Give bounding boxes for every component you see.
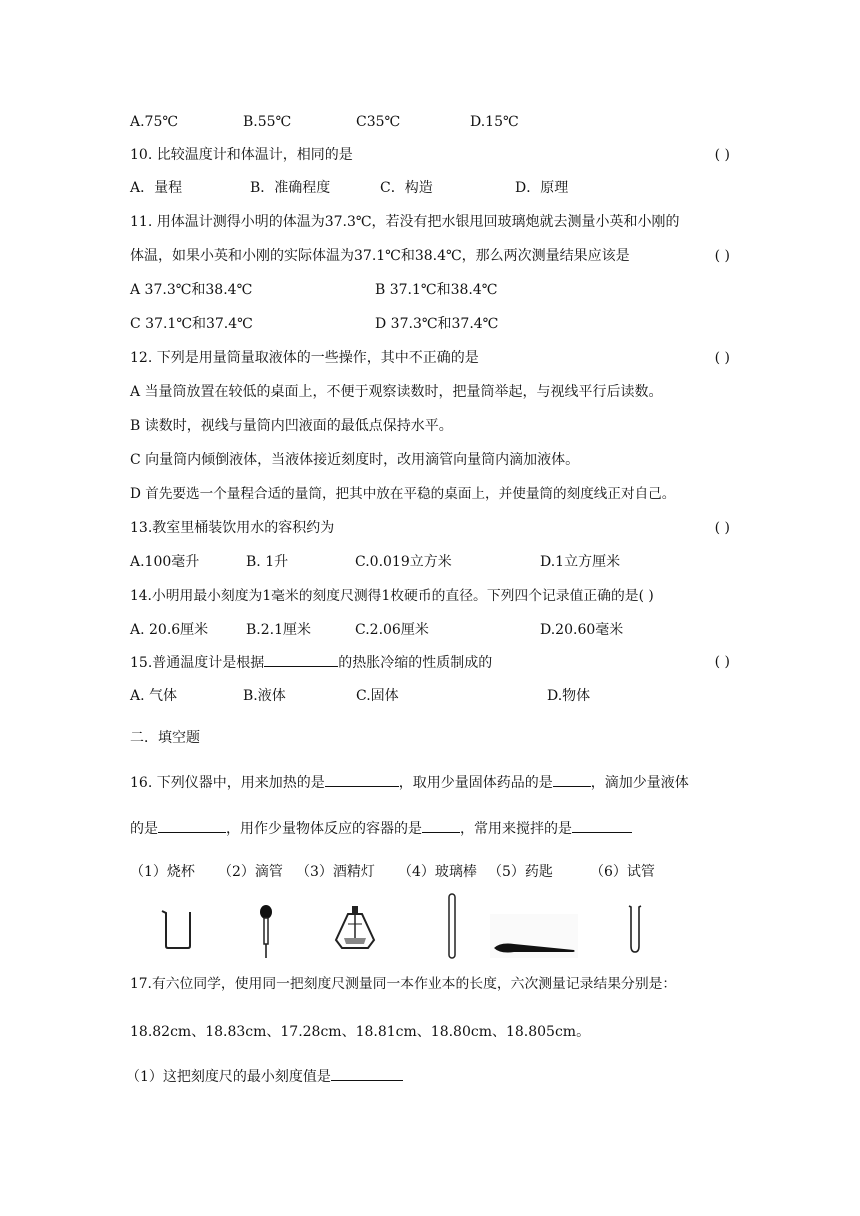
q11-option-c: C 37.1℃和37.4℃ xyxy=(130,316,253,332)
q10-stem: 10. 比较温度计和体温计，相同的是 xyxy=(130,147,353,163)
q17-stem-line1: 17.有六位同学，使用同一把刻度尺测量同一本作业本的长度，六次测量记录结果分别是： xyxy=(130,976,677,992)
q10-option-a: A．量程 xyxy=(130,180,183,196)
q11-answer-paren: ( ) xyxy=(714,248,730,264)
spoon-icon xyxy=(490,914,578,958)
q11-stem-line1: 11. 用体温计测得小明的体温为37.3℃，若没有把水银甩回玻璃炮就去测量小英和小刚的 xyxy=(130,214,680,230)
q14-option-d: D.20.60毫米 xyxy=(540,622,624,638)
q15-stem-post: 的热胀冷缩的性质制成的 xyxy=(338,655,493,671)
q14-option-b: B.2.1厘米 xyxy=(246,622,312,638)
q10-option-c: C．构造 xyxy=(380,180,433,196)
q11-option-b: B 37.1℃和38.4℃ xyxy=(375,282,498,298)
q12-option-c: C 向量筒内倾倒液体，当液体接近刻度时，改用滴管向量筒内滴加液体。 xyxy=(130,452,580,468)
q16-blank-heating[interactable] xyxy=(325,772,399,787)
q12-answer-paren: ( ) xyxy=(714,350,730,366)
q11-option-d: D 37.3℃和37.4℃ xyxy=(375,316,499,332)
q15-stem xyxy=(130,652,492,673)
q16-blank-liquid[interactable] xyxy=(158,818,226,833)
q15-option-c: C.固体 xyxy=(356,688,399,704)
q14-option-a: A. 20.6厘米 xyxy=(130,622,209,638)
q16-blank-stir[interactable] xyxy=(572,818,632,833)
q15-option-a: A. 气体 xyxy=(130,688,178,704)
label-test-tube: （6）试管 xyxy=(590,864,655,880)
q16-text-6: ，常用来搅拌的是 xyxy=(460,821,572,837)
q17-blank-min-scale[interactable] xyxy=(331,1066,403,1081)
q14-stem: 14.小明用最小刻度为1毫米的刻度尺测得1枚硬币的直径。下列四个记录值正确的是( ) xyxy=(130,588,654,604)
q9-option-d: D.15℃ xyxy=(470,114,519,130)
q16-blank-container[interactable] xyxy=(422,818,460,833)
q17-sub1-text: （1）这把刻度尺的最小刻度值是 xyxy=(126,1069,331,1085)
q16-text-5: ，用作少量物体反应的容器的是 xyxy=(226,821,422,837)
q12-option-a: A 当量筒放置在较低的桌面上，不便于观察读数时，把量筒举起，与视线平行后读数。 xyxy=(130,384,663,400)
q13-option-a: A.100毫升 xyxy=(130,554,200,570)
q16-text-1: 16. 下列仪器中，用来加热的是 xyxy=(130,775,325,791)
q13-option-d: D.1立方厘米 xyxy=(540,554,621,570)
label-alcohol-lamp: （3）酒精灯 xyxy=(296,864,375,880)
q12-stem: 12. 下列是用量筒量取液体的一些操作，其中不正确的是 xyxy=(130,350,479,366)
q9-option-a: A.75℃ xyxy=(130,114,179,130)
q13-option-b: B. 1升 xyxy=(246,554,289,570)
q16-line1 xyxy=(130,772,689,793)
q11-option-a: A 37.3℃和38.4℃ xyxy=(130,282,253,298)
q13-stem: 13.教室里桶装饮用水的容积约为 xyxy=(130,520,335,536)
q16-text-4: 的是 xyxy=(130,821,158,837)
q16-blank-solid[interactable] xyxy=(553,772,591,787)
q14-option-c: C.2.06厘米 xyxy=(355,622,429,638)
glass-rod-icon xyxy=(446,892,458,960)
section-title-fill-in: 二．填空题 xyxy=(130,730,200,746)
q16-text-2: ，取用少量固体药品的是 xyxy=(398,775,553,791)
q15-option-d: D.物体 xyxy=(547,688,591,704)
label-spoon: （5）药匙 xyxy=(488,864,553,880)
q13-option-c: C.0.019立方米 xyxy=(355,554,452,570)
q11-stem-line2: 体温，如果小英和小刚的实际体温为37.1℃和38.4℃，那么两次测量结果应该是 xyxy=(130,248,630,264)
q15-blank[interactable] xyxy=(264,652,338,667)
q15-answer-paren: ( ) xyxy=(714,654,730,670)
q17-sub1 xyxy=(126,1066,403,1087)
q12-option-d: D 首先要选一个量程合适的量筒，把其中放在平稳的桌面上，并使量筒的刻度线正对自己。 xyxy=(130,486,676,502)
q10-answer-paren: ( ) xyxy=(714,147,730,163)
q17-stem-line2: 18.82cm、18.83cm、17.28cm、18.81cm、18.80cm、18.805cm。 xyxy=(130,1024,591,1040)
test-tube-icon xyxy=(626,904,644,954)
beaker-icon xyxy=(160,908,194,950)
q10-option-b: B．准确程度 xyxy=(250,180,331,196)
q9-option-b: B.55℃ xyxy=(243,114,292,130)
label-dropper: （2）滴管 xyxy=(218,864,283,880)
q16-line2 xyxy=(130,818,632,839)
q15-stem-pre: 15.普通温度计是根据 xyxy=(130,655,265,671)
q10-option-d: D．原理 xyxy=(515,180,569,196)
dropper-icon xyxy=(256,904,276,960)
q13-answer-paren: ( ) xyxy=(714,520,730,536)
q16-text-3: ，滴加少量液体 xyxy=(590,775,689,791)
label-beaker: （1）烧杯 xyxy=(130,864,195,880)
q15-option-b: B.液体 xyxy=(243,688,286,704)
q12-option-b: B 读数时，视线与量筒内凹液面的最低点保持水平。 xyxy=(130,418,453,434)
label-glass-rod: （4）玻璃棒 xyxy=(398,864,477,880)
alcohol-lamp-icon xyxy=(334,904,376,950)
q9-option-c: C35℃ xyxy=(356,114,401,130)
